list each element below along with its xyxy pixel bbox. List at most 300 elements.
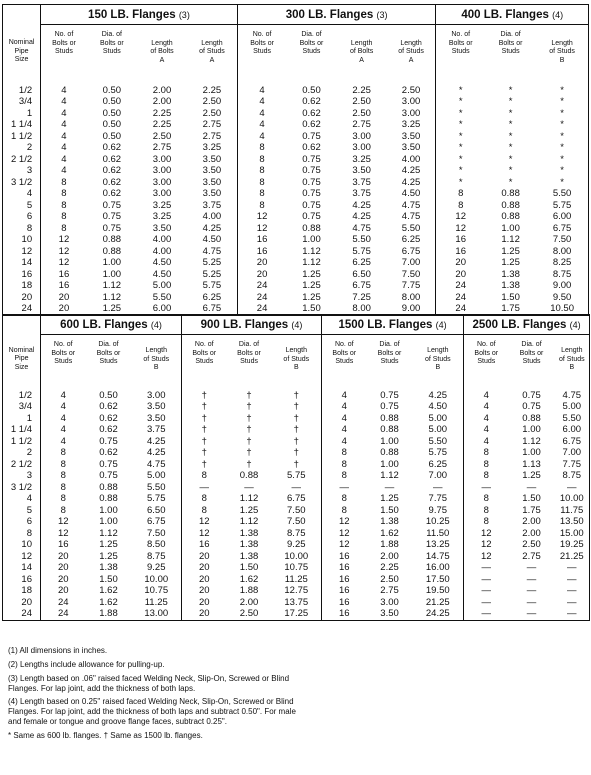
table-cell: 4.25: [187, 223, 237, 235]
table-cell: †: [201, 458, 207, 470]
table-cell: 21.25: [555, 551, 590, 563]
table-cell: *: [458, 153, 463, 165]
table-row: [3, 562, 590, 574]
table-cell: —: [244, 481, 254, 493]
footnotes: [8, 646, 308, 745]
table-cell: 4.25: [132, 436, 182, 448]
pipe-size-cell: 2: [3, 142, 41, 154]
table-cell: 1.50: [286, 303, 336, 315]
table-cell: 20: [198, 573, 210, 585]
pipe-size-cell: 18: [3, 585, 41, 597]
table-cell: 0.62: [102, 165, 122, 176]
table-cell: *: [536, 154, 588, 166]
table-cell: —: [481, 481, 492, 493]
table-cell: 16.00: [413, 562, 464, 574]
table-cell: 20: [41, 303, 87, 315]
table-cell: 8: [483, 447, 489, 458]
pipe-size-cell: 1 1/2: [3, 131, 41, 143]
table-cell: 20: [57, 562, 69, 573]
table-cell: 3.50: [187, 177, 237, 189]
table-cell: 15.00: [555, 528, 590, 540]
table-cell: 5.75: [187, 280, 237, 292]
table-cell: —: [384, 481, 395, 493]
table-cell: 14.75: [413, 551, 464, 563]
table-cell: *: [536, 177, 588, 189]
table-cell: 3.50: [387, 142, 436, 154]
table-cell: 5.00: [413, 424, 464, 436]
table-cell: 0.50: [102, 130, 122, 142]
table-cell: 9.00: [387, 303, 436, 315]
table-cell: 4: [60, 424, 66, 435]
pipe-size-cell: 3 1/2: [3, 482, 41, 494]
table-cell: —: [555, 608, 590, 620]
table-cell: —: [526, 481, 537, 493]
table-cell: —: [199, 481, 210, 493]
table-cell: 3.75: [352, 176, 371, 188]
table-cell: *: [458, 84, 463, 96]
table-cell: 6.25: [187, 292, 237, 304]
table-cell: 20: [182, 608, 227, 620]
table-cell: 20: [58, 291, 70, 303]
table-cell: 5.50: [536, 188, 588, 200]
pipe-size-cell: 8: [3, 223, 41, 235]
table-cell: 7.50: [132, 528, 182, 540]
table-cell: 4.25: [352, 199, 371, 211]
table-cell: 12: [455, 211, 466, 222]
table-cell: 8: [61, 199, 67, 211]
table-cell: 0.62: [302, 119, 321, 130]
table-cell: 1.38: [501, 268, 520, 280]
table-cell: 20: [198, 585, 210, 596]
table-cell: †: [272, 424, 322, 436]
table-cell: 4: [483, 389, 489, 401]
table-cell: 16: [338, 573, 350, 585]
table-cell: 8: [458, 188, 464, 199]
table-cell: *: [536, 108, 588, 120]
table-cell: 0.75: [102, 222, 122, 234]
table-cell: 3.25: [352, 153, 371, 165]
table-cell: 16: [256, 234, 268, 245]
table-cell: 8.25: [536, 257, 588, 269]
table-cell: 1.62: [99, 585, 118, 596]
table-cell: 4.00: [152, 245, 172, 257]
table-cell: *: [536, 119, 588, 131]
table-cell: 3.00: [387, 96, 436, 108]
table-cell: 3.50: [187, 188, 237, 200]
pipe-size-cell: 3: [3, 470, 41, 482]
table-cell: 2.50: [380, 573, 399, 585]
table-cell: 8: [60, 481, 66, 493]
table-cell: 24: [455, 291, 466, 303]
table-cell: 3.75: [132, 424, 182, 436]
table-cell: 8: [483, 504, 489, 516]
table-cell: 3.50: [387, 131, 436, 143]
table-cell: 20: [198, 562, 210, 573]
table-cell: 19.25: [555, 539, 590, 551]
table-cell: 6.50: [352, 268, 371, 280]
table-cell: 0.75: [380, 389, 399, 401]
table-cell: 0.75: [302, 211, 321, 222]
table-cell: 4: [61, 165, 67, 176]
table-cell: 1.88: [239, 585, 259, 596]
table-cell: 12: [58, 245, 70, 257]
col-header-dia: Dia. of Bolts or Studs: [96, 341, 121, 365]
table-cell: 0.75: [302, 188, 321, 199]
table-cell: 6.75: [555, 436, 590, 448]
col-header-len-studs-a: Length of Studs A: [187, 25, 237, 80]
table-cell: 6.75: [536, 223, 588, 235]
table-cell: 12: [198, 527, 210, 539]
table-cell: *: [458, 165, 463, 176]
table-cell: †: [272, 413, 322, 425]
pipe-size-cell: 16: [3, 574, 41, 586]
table-cell: 4: [483, 424, 489, 435]
flange-table-150-300-400: [2, 4, 589, 316]
table-cell: 3.00: [152, 176, 172, 188]
table-cell: 0.88: [522, 412, 541, 424]
pipe-size-cell: 24: [3, 608, 41, 620]
table-cell: *: [508, 142, 513, 153]
table-row: [3, 459, 590, 471]
table-cell: 0.75: [522, 389, 541, 401]
table-cell: 0.75: [302, 176, 321, 188]
col-header-len-bolts-a: Length of Bolts A: [349, 39, 374, 64]
footnote-1: (1) All dimensions in inches.: [8, 646, 108, 655]
table-cell: 8: [61, 176, 67, 188]
table-cell: —: [413, 482, 464, 494]
table-cell: †: [272, 390, 322, 402]
table-cell: 1.50: [99, 573, 118, 585]
table-cell: 7.50: [387, 269, 436, 281]
table-cell: 6.00: [137, 303, 187, 315]
table-row: [3, 257, 589, 269]
table-cell: 1.88: [380, 539, 399, 550]
table-cell: 8: [61, 188, 67, 199]
table-cell: 1.00: [522, 447, 541, 458]
table-cell: 8: [341, 458, 347, 470]
table-cell: 16: [338, 585, 350, 596]
table-cell: *: [508, 84, 513, 96]
table-cell: 5.75: [352, 245, 371, 257]
table-cell: 8: [60, 458, 66, 470]
table-cell: 1.12: [302, 245, 321, 257]
table-cell: 11.50: [413, 528, 464, 540]
table-cell: 8.75: [272, 528, 322, 540]
group-header-300lb: 300 LB. Flanges (3): [237, 5, 436, 25]
col-header-len-studs-b: Length of Studs B: [536, 25, 588, 80]
table-cell: 10.00: [272, 551, 322, 563]
table-cell: 0.62: [102, 176, 122, 188]
group-header-600lb: 600 LB. Flanges (4): [41, 315, 182, 335]
table-cell: —: [509, 608, 555, 620]
table-cell: —: [526, 562, 537, 573]
table-cell: 4.50: [187, 234, 237, 246]
table-cell: †: [246, 389, 252, 401]
table-row: [3, 223, 589, 235]
table-cell: 1.12: [380, 470, 399, 481]
table-cell: —: [526, 596, 537, 608]
table-cell: 4.25: [352, 211, 371, 222]
table-cell: 3.50: [352, 165, 371, 176]
group-header-400lb: 400 LB. Flanges (4): [436, 5, 589, 25]
table-cell: 4: [60, 389, 66, 401]
table-cell: 1.12: [102, 291, 122, 303]
table-cell: 2.75: [522, 550, 541, 562]
table-cell: 1.25: [302, 280, 321, 291]
table-row: [3, 505, 590, 517]
table-cell: 12: [57, 516, 69, 527]
table-cell: 10.00: [132, 574, 182, 586]
col-header-len-bolts-a: Length of Bolts A: [150, 39, 174, 64]
table-cell: 4: [259, 107, 265, 119]
table-cell: 0.88: [380, 447, 399, 458]
pipe-size-cell: 8: [3, 528, 41, 540]
table-row: [3, 493, 590, 505]
table-cell: 2.25: [187, 85, 237, 97]
table-cell: 6.25: [387, 234, 436, 246]
pipe-size-cell: 2: [3, 447, 41, 459]
table-cell: 2.75: [187, 119, 237, 131]
table-cell: —: [481, 573, 492, 585]
table-cell: 2.00: [152, 96, 172, 107]
table-cell: 0.75: [302, 165, 321, 176]
table-cell: 2.00: [380, 550, 399, 562]
table-cell: 2.50: [152, 130, 172, 142]
table-cell: 1.00: [380, 458, 399, 470]
table-cell: 1.50: [522, 493, 541, 504]
table-cell: —: [481, 596, 492, 608]
table-cell: †: [246, 424, 252, 435]
table-cell: †: [246, 412, 252, 424]
table-row: [3, 470, 590, 482]
col-header-dia: Dia. of Bolts or Studs: [299, 31, 324, 55]
table-cell: 16: [455, 245, 466, 257]
table-cell: 6.75: [132, 516, 182, 528]
table-row: [3, 200, 589, 212]
table-cell: *: [508, 107, 513, 119]
table-cell: 1.25: [302, 268, 321, 280]
table-row: [3, 424, 590, 436]
table-cell: 12: [455, 222, 466, 234]
table-cell: 8.00: [387, 292, 436, 304]
table-cell: *: [508, 165, 513, 176]
table-cell: 24: [237, 303, 286, 315]
pipe-size-cell: 2 1/2: [3, 154, 41, 166]
pipe-size-cell: 2 1/2: [3, 459, 41, 471]
table-cell: 3.00: [132, 390, 182, 402]
table-cell: 4.50: [387, 188, 436, 200]
table-cell: 4.25: [387, 177, 436, 189]
table-cell: 12: [198, 516, 210, 527]
table-row: [3, 269, 589, 281]
table-cell: 8: [60, 493, 66, 504]
table-cell: 4: [61, 153, 67, 165]
table-cell: 12: [58, 234, 70, 245]
table-cell: 3.00: [152, 165, 172, 176]
col-header-dia: Dia. of Bolts or Studs: [237, 341, 261, 365]
table-cell: 8: [60, 504, 66, 516]
table-cell: 20: [256, 257, 268, 268]
table-cell: 5.00: [152, 280, 172, 291]
table-cell: 0.50: [302, 84, 321, 96]
table-cell: 17.25: [272, 608, 322, 620]
table-cell: *: [458, 96, 463, 107]
table-cell: 8.00: [536, 246, 588, 258]
table-cell: 4.50: [152, 257, 172, 268]
table-cell: 5.75: [413, 447, 464, 459]
table-cell: 1.25: [522, 470, 541, 481]
table-cell: 9.00: [536, 280, 588, 292]
table-cell: 3.75: [187, 200, 237, 212]
pipe-size-cell: 1/2: [3, 390, 41, 402]
table-row: [3, 447, 590, 459]
col-header-len-studs-b: Length of Studs B: [413, 335, 464, 385]
table-cell: 1.62: [380, 527, 399, 539]
table-cell: 0.88: [380, 424, 399, 435]
table-cell: *: [508, 176, 513, 188]
table-cell: 1.38: [99, 562, 118, 573]
col-header-len-studs-b: Length of Studs B: [132, 335, 182, 385]
table-cell: *: [536, 96, 588, 108]
table-cell: 1.00: [99, 504, 118, 516]
table-cell: 1.25: [501, 257, 520, 268]
table-cell: 2.50: [187, 96, 237, 108]
table-cell: 1.00: [522, 424, 541, 435]
table-cell: 2.25: [352, 84, 371, 96]
col-header-bolts: No. of Bolts or Studs: [51, 341, 76, 365]
table-cell: 0.62: [302, 107, 321, 119]
table-row: [3, 390, 590, 402]
pipe-size-cell: 1: [3, 108, 41, 120]
table-cell: 24: [256, 291, 268, 303]
table-cell: 6.75: [187, 303, 237, 315]
table-cell: 5.50: [152, 291, 172, 303]
table-cell: 1.12: [501, 234, 520, 245]
table-cell: 11.25: [272, 574, 322, 586]
table-cell: —: [526, 573, 537, 585]
table-cell: 8: [61, 222, 67, 234]
table-cell: 8: [259, 165, 265, 176]
table-cell: 5.50: [352, 234, 371, 245]
pipe-size-cell: 3 1/2: [3, 177, 41, 189]
table-cell: 4.50: [413, 401, 464, 413]
table-cell: 4.25: [132, 447, 182, 459]
table-row: [3, 539, 590, 551]
table-cell: 0.88: [501, 188, 520, 199]
table-cell: *: [458, 107, 463, 119]
table-cell: 0.88: [501, 199, 520, 211]
table-cell: 5.50: [555, 413, 590, 425]
table-cell: 8.00: [337, 303, 387, 315]
table-row: [3, 165, 589, 177]
table-cell: †: [272, 401, 322, 413]
table-cell: 0.62: [102, 153, 122, 165]
pipe-size-cell: 12: [3, 246, 41, 258]
table-cell: 4: [341, 389, 347, 401]
table-cell: 0.88: [99, 481, 118, 493]
table-cell: 0.88: [99, 493, 118, 504]
table-cell: 4.00: [387, 154, 436, 166]
table-cell: —: [481, 562, 492, 573]
table-cell: 1.12: [239, 493, 259, 504]
table-row: [3, 413, 590, 425]
table-cell: 7.50: [536, 234, 588, 246]
table-row: [3, 436, 590, 448]
table-cell: 2.75: [187, 131, 237, 143]
table-cell: 2.75: [352, 119, 371, 130]
table-cell: 1.25: [302, 291, 321, 303]
table-cell: 1.75: [485, 303, 536, 315]
table-cell: 2.25: [380, 562, 399, 573]
table-cell: 16: [198, 539, 210, 550]
table-cell: 4: [483, 412, 489, 424]
table-cell: 2.50: [187, 108, 237, 120]
table-cell: 1.50: [501, 291, 520, 303]
table-row: [3, 597, 590, 609]
table-row: [3, 119, 589, 131]
table-cell: 3.00: [352, 130, 371, 142]
table-cell: 12.75: [272, 585, 322, 597]
pipe-size-cell: 1 1/4: [3, 424, 41, 436]
table-cell: 10.25: [413, 516, 464, 528]
table-cell: 5.75: [536, 200, 588, 212]
table-cell: 0.62: [302, 142, 321, 153]
table-cell: 20: [57, 585, 69, 596]
table-cell: *: [508, 96, 513, 107]
table-cell: 4: [60, 435, 66, 447]
table-cell: †: [201, 389, 207, 401]
table-cell: 8: [259, 153, 265, 165]
pipe-size-cell: 4: [3, 493, 41, 505]
table-cell: 20: [198, 550, 210, 562]
table-cell: 5.25: [187, 257, 237, 269]
table-cell: 0.62: [302, 96, 321, 107]
table-cell: 4: [483, 401, 489, 412]
group-header-150lb: 150 LB. Flanges (3): [41, 5, 238, 25]
table-cell: *: [508, 119, 513, 130]
table-cell: 4: [60, 401, 66, 412]
table-row: [3, 85, 589, 97]
table-cell: 13.50: [555, 516, 590, 528]
table-row: [3, 96, 589, 108]
col-header-len-studs-b: Length of Studs B: [555, 335, 590, 385]
group-header-1500lb: 1500 LB. Flanges (4): [322, 315, 464, 335]
table-cell: 1.38: [239, 539, 259, 550]
table-cell: 2.50: [352, 96, 371, 107]
pipe-size-cell: 1: [3, 413, 41, 425]
table-cell: 7.50: [272, 505, 322, 517]
table-cell: 6.25: [413, 459, 464, 471]
table-cell: 8.75: [536, 269, 588, 281]
table-cell: *: [458, 176, 463, 188]
table-cell: 7.75: [387, 280, 436, 292]
table-cell: 5.75: [272, 470, 322, 482]
table-cell: 3.00: [152, 188, 172, 199]
pipe-size-cell: 5: [3, 200, 41, 212]
table-cell: 3.75: [352, 188, 371, 199]
table-cell: 4.75: [187, 246, 237, 258]
table-row: [3, 482, 590, 494]
table-row: [3, 108, 589, 120]
table-cell: 4.75: [387, 211, 436, 223]
table-cell: 10.75: [272, 562, 322, 574]
table-cell: 1.12: [239, 516, 259, 527]
table-cell: 24.25: [413, 608, 464, 620]
table-cell: 8: [341, 447, 347, 458]
table-cell: 1.25: [380, 493, 399, 504]
col-header-len-studs-a: Length of Studs A: [387, 25, 436, 80]
table-cell: 1.12: [302, 257, 321, 268]
